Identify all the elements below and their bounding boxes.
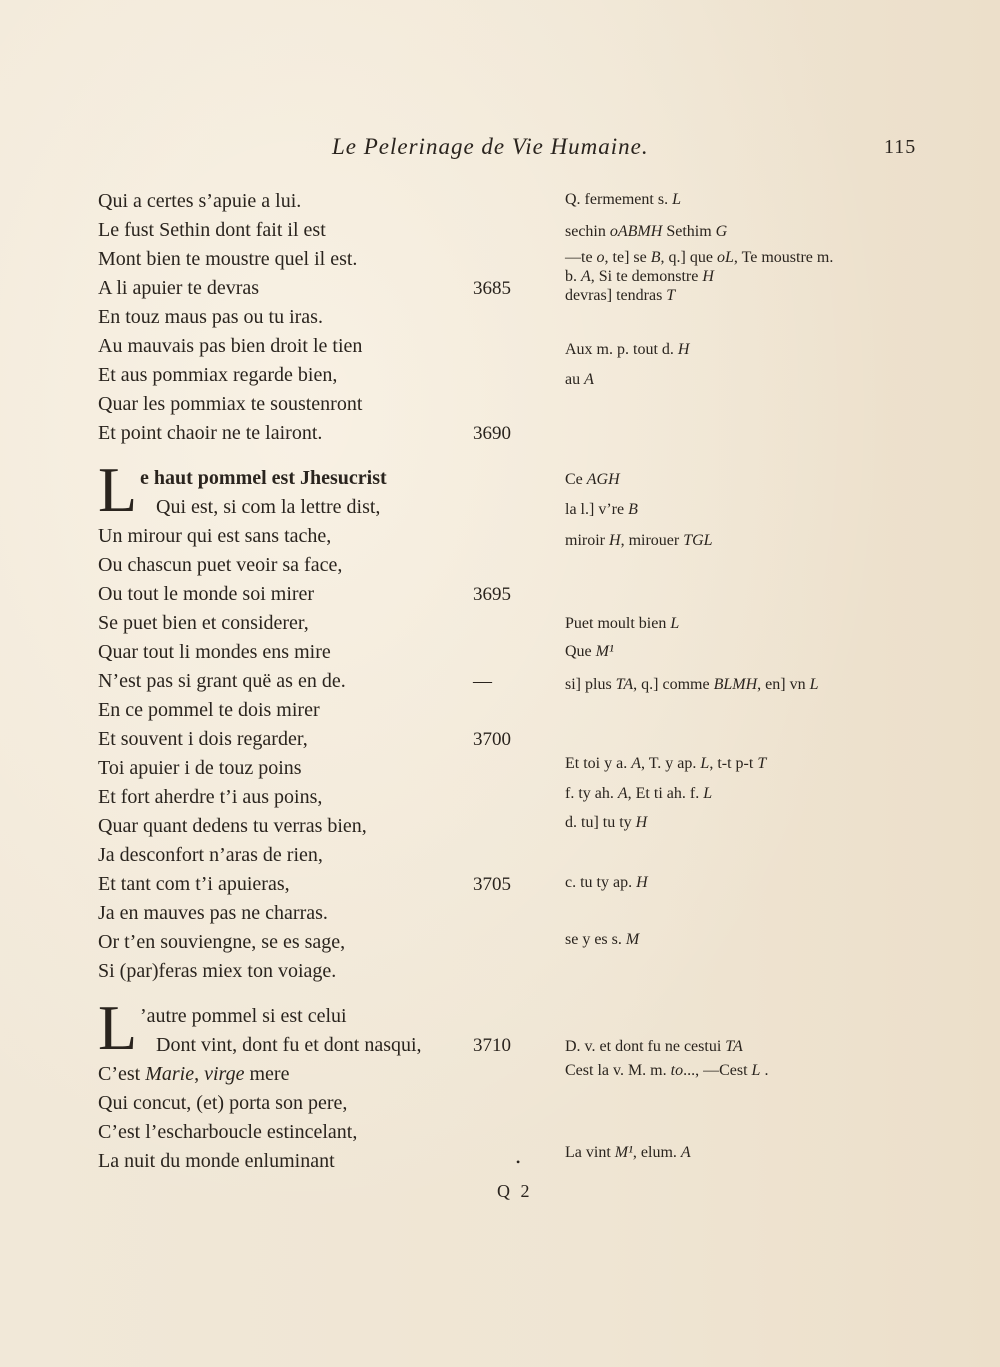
- drop-cap-initial: L: [98, 454, 138, 525]
- note-text: f. ty ah.: [565, 785, 618, 802]
- verse-line: [98, 754, 538, 783]
- verse-text: Ja en mauves pas ne charras.: [98, 902, 328, 924]
- verse-line: [98, 1118, 538, 1147]
- manuscript-siglum: H: [677, 341, 690, 358]
- drop-cap-initial: L: [98, 992, 138, 1063]
- verse-text: La nuit du monde enluminant: [98, 1150, 335, 1172]
- verse-text: En touz maus pas ou tu iras.: [98, 306, 323, 328]
- note-text: c. tu ty ap.: [565, 874, 637, 891]
- note-text: la l.] v’re: [565, 501, 629, 518]
- page-header: [0, 134, 1000, 164]
- manuscript-siglum: H: [635, 814, 648, 831]
- verse-text: Mont bien te moustre quel il est.: [98, 248, 358, 270]
- verse-text: Or t’en souviengne, se es sage,: [98, 931, 346, 953]
- verse-text: Quar les pommiax te soustenront: [98, 393, 363, 415]
- manuscript-siglum: A: [584, 371, 594, 388]
- verse-line: C’est Marie, virge mere: [98, 1063, 290, 1085]
- note-text: Ce: [565, 471, 587, 488]
- variant-note: [565, 1061, 768, 1081]
- running-title: Le Pelerinage de Vie Humaine.: [332, 134, 649, 159]
- verse-text: Ou chascun puet veoir sa face,: [98, 554, 343, 576]
- verse-line: [98, 725, 538, 754]
- variant-note: [565, 813, 647, 833]
- note-text: devras] tendras: [565, 287, 667, 304]
- note-text: , t-t p-t: [709, 755, 758, 772]
- note-text: , Et ti ah. f.: [627, 785, 704, 802]
- line-number: 3700: [473, 729, 511, 750]
- note-text: D. v. et dont fu ne cestui: [565, 1038, 726, 1055]
- line-number: 3685: [473, 278, 511, 299]
- variant-note: [565, 642, 614, 662]
- verse-text: Dont vint, dont fu et dont nasqui,: [156, 1034, 422, 1056]
- note-text: , Si te demonstre: [590, 268, 703, 285]
- italic-name: Marie: [145, 1063, 195, 1085]
- manuscript-siglum: B: [650, 249, 661, 266]
- note-text: d. tu] tu ty: [565, 814, 636, 831]
- line-number: 3705: [473, 874, 511, 895]
- manuscript-siglum: TA: [725, 1038, 743, 1055]
- stanza-2: [98, 454, 538, 986]
- manuscript-siglum: A: [581, 268, 591, 285]
- verse-text: Ou tout le monde soi mirer: [98, 583, 315, 605]
- manuscript-siglum: L: [703, 785, 713, 802]
- variant-note: [565, 500, 638, 520]
- manuscript-siglum: H: [702, 268, 714, 285]
- verse-text: Qui concut, (et) porta son pere,: [98, 1092, 348, 1114]
- verse-line: [98, 1147, 538, 1176]
- manuscript-siglum: L: [751, 1062, 761, 1079]
- verse-line: [98, 609, 538, 638]
- variant-note: [565, 930, 639, 950]
- line-number: 3710: [473, 1035, 511, 1056]
- note-text: se y es s.: [565, 931, 626, 948]
- verse-line: [98, 783, 538, 812]
- note-text: , Te moustre m.: [733, 249, 834, 266]
- verse-line: [98, 274, 538, 303]
- verse-text: En ce pommel te dois mirer: [98, 699, 320, 721]
- verse-line: [98, 870, 538, 899]
- line-number: —: [473, 671, 492, 692]
- verse-line: [98, 1089, 538, 1118]
- variant-note: [565, 531, 713, 551]
- note-text: si] plus: [565, 676, 616, 693]
- verse-line: [98, 696, 538, 725]
- manuscript-siglum: AGH: [586, 471, 620, 488]
- verse-line: [98, 957, 538, 986]
- verse-text: Qui a certes s’apuie a lui.: [98, 190, 302, 212]
- verse-line: [98, 667, 538, 696]
- verse-line: [98, 390, 538, 419]
- verse-text: Quar quant dedens tu verras bien,: [98, 815, 367, 837]
- verse-text: Et souvent i dois regarder,: [98, 728, 308, 750]
- manuscript-siglum: H: [609, 532, 621, 549]
- note-text: .: [760, 1062, 769, 1079]
- verse-line: [98, 899, 538, 928]
- verse-text: Et tant com t’i apuieras,: [98, 873, 290, 895]
- verse-text: Un mirour qui est sans tache,: [98, 525, 332, 547]
- variant-note: [565, 1143, 691, 1163]
- verse-line: [98, 638, 538, 667]
- verse-text: N’est pas si grant quë as en de.: [98, 670, 346, 692]
- note-text: au: [565, 371, 585, 388]
- variant-note: [565, 222, 727, 242]
- verse-text: Quar tout li mondes ens mire: [98, 641, 331, 663]
- verse-line: [98, 303, 538, 332]
- note-text: , elum.: [632, 1144, 681, 1161]
- manuscript-siglum: oABMH: [609, 223, 663, 240]
- verse-line: [98, 1031, 538, 1060]
- note-text: ..., —Cest: [683, 1062, 752, 1079]
- note-text: , en] vn: [757, 676, 810, 693]
- note-text: b.: [565, 268, 581, 285]
- note-text: La vint: [565, 1144, 615, 1161]
- manuscript-siglum: M¹: [595, 643, 614, 660]
- note-text: Aux m. p. tout d.: [565, 341, 678, 358]
- manuscript-siglum: L: [672, 191, 681, 208]
- verse-line: [98, 187, 538, 216]
- note-text: Sethim: [662, 223, 716, 240]
- note-text: sechin: [565, 223, 610, 240]
- note-text: Puet moult bien: [565, 615, 671, 632]
- verse-text: Le fust Sethin dont fait il est: [98, 219, 326, 241]
- manuscript-siglum: M: [625, 931, 640, 948]
- manuscript-siglum: T: [757, 755, 767, 772]
- page-number: 115: [884, 136, 917, 158]
- verse-text: Et aus pommiax regarde bien,: [98, 364, 338, 386]
- note-text: , mirouer: [620, 532, 684, 549]
- manuscript-siglum: G: [715, 223, 728, 240]
- variant-note: [565, 248, 833, 268]
- variant-note: [565, 470, 620, 490]
- stanza-3: [98, 992, 538, 1176]
- line-number: 3690: [473, 423, 511, 444]
- note-text: Q. fermement s.: [565, 191, 673, 208]
- note-text: miroir: [565, 532, 609, 549]
- italic-word: virge: [204, 1063, 245, 1085]
- verse-line: [98, 580, 538, 609]
- verse-line: ’autre pommel si est celui: [140, 1005, 347, 1027]
- verse-text: e haut pommel est Jhesucrist: [140, 467, 387, 489]
- manuscript-siglum: L: [700, 755, 710, 772]
- manuscript-siglum: TGL: [683, 532, 713, 549]
- manuscript-siglum: BLMH: [713, 676, 758, 693]
- manuscript-siglum: A: [680, 1144, 691, 1161]
- verse-line: [98, 551, 538, 580]
- verse-line: [98, 332, 538, 361]
- verse-text: Si (par)feras miex ton voiage.: [98, 960, 337, 982]
- manuscript-siglum: TA: [615, 676, 634, 693]
- variant-note: [565, 784, 712, 804]
- manuscript-siglum: oL: [716, 249, 734, 266]
- manuscript-siglum: A: [617, 785, 628, 802]
- manuscript-siglum: L: [809, 676, 819, 693]
- verse-line: [98, 464, 538, 493]
- variant-note: [565, 286, 675, 306]
- manuscript-siglum: B: [628, 501, 638, 518]
- verse-line: [98, 812, 538, 841]
- manuscript-siglum: to: [670, 1062, 684, 1079]
- variant-note: [565, 267, 714, 287]
- ornament-dot: •: [516, 1155, 521, 1169]
- variant-note: [565, 614, 679, 634]
- verse-line: [98, 419, 538, 448]
- signature-mark: Q 2: [497, 1181, 533, 1201]
- manuscript-siglum: H: [636, 874, 648, 891]
- verse-column: [98, 187, 538, 1176]
- verse-text: Et fort aherdre t’i aus poins,: [98, 786, 323, 808]
- manuscript-siglum: T: [666, 287, 676, 304]
- note-text: Et toi y a.: [565, 755, 632, 772]
- verse-line: [98, 928, 538, 957]
- verse-text: A li apuier te devras: [98, 277, 260, 299]
- variant-note: [565, 754, 766, 774]
- note-text: —te: [565, 249, 597, 266]
- verse-line: [98, 216, 538, 245]
- verse-line: [98, 522, 538, 551]
- manuscript-siglum: M¹: [614, 1144, 633, 1161]
- verse-text: Se puet bien et considerer,: [98, 612, 309, 634]
- manuscript-siglum: A: [631, 755, 641, 772]
- verse-text: Et point chaoir ne te lairont.: [98, 422, 323, 444]
- variant-note: [565, 190, 681, 210]
- verse-line: [98, 245, 538, 274]
- manuscript-siglum: o: [596, 249, 605, 266]
- stanza-1: [98, 187, 538, 448]
- variant-note: [565, 1037, 743, 1057]
- note-text: Cest la v. M. m.: [565, 1062, 671, 1079]
- verse-text: Au mauvais pas bien droit le tien: [98, 335, 363, 357]
- line-number: 3695: [473, 584, 511, 605]
- variant-note: [565, 873, 648, 893]
- verse-text: Ja desconfort n’aras de rien,: [98, 844, 323, 866]
- verse-text: Toi apuier i de touz poins: [98, 757, 302, 779]
- note-text: , T. y ap.: [641, 755, 701, 772]
- verse-line: [98, 361, 538, 390]
- note-text: , q.] comme: [633, 676, 714, 693]
- note-text: , te] se: [604, 249, 651, 266]
- variant-note: [565, 370, 594, 390]
- variant-note: [565, 675, 818, 695]
- manuscript-siglum: L: [670, 615, 680, 632]
- note-text: Que: [565, 643, 596, 660]
- note-text: , q.] que: [660, 249, 717, 266]
- verse-line: Qui est, si com la lettre dist,: [156, 496, 381, 518]
- verse-text: C’est l’escharboucle estincelant,: [98, 1121, 358, 1143]
- variant-note: [565, 340, 689, 360]
- verse-line: [98, 841, 538, 870]
